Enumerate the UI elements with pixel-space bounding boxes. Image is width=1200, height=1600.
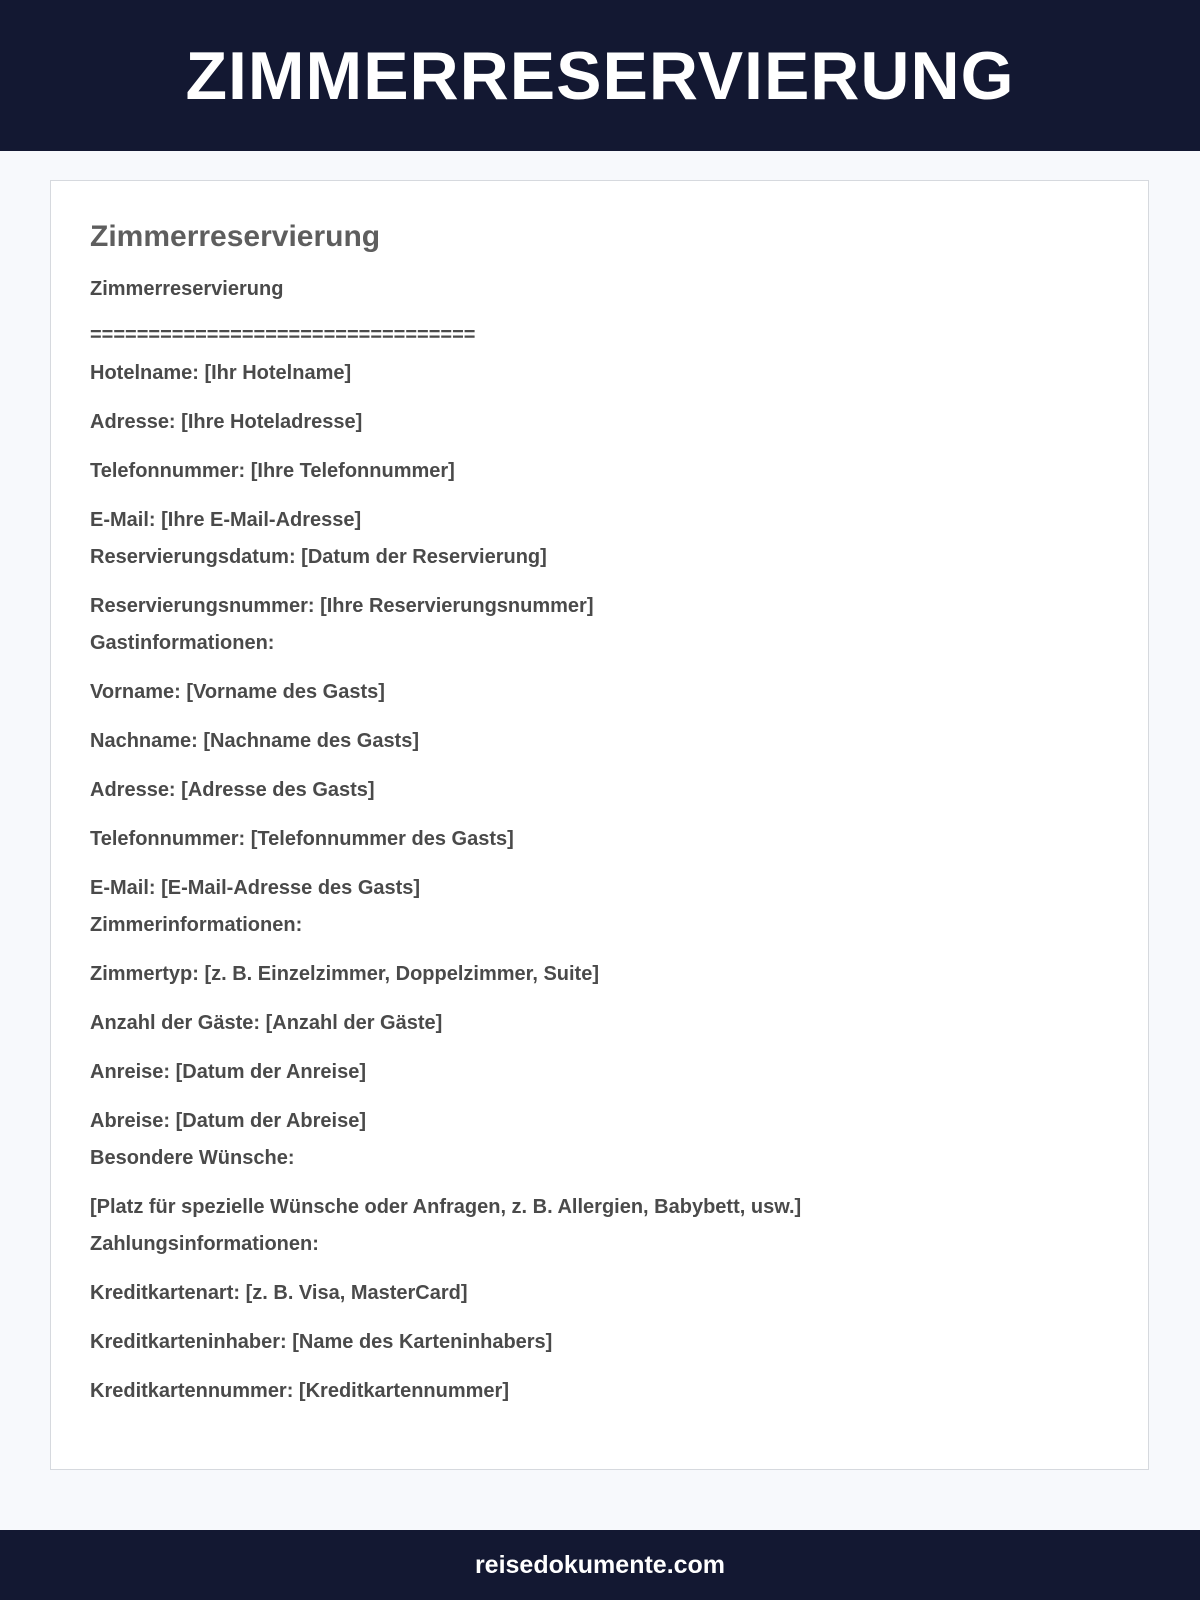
site-title: ZIMMERRESERVIERUNG xyxy=(185,37,1015,114)
document-card xyxy=(50,180,1149,1470)
arrival-line: Anreise: [Datum der Anreise] xyxy=(90,1061,366,1083)
section-room-info: Zimmerinformationen: xyxy=(90,914,303,936)
hotel-address-line: Adresse: [Ihre Hoteladresse] xyxy=(90,411,363,433)
footer-site-name: reisedokumente.com xyxy=(474,1550,726,1579)
card-number-line: Kreditkartennummer: [Kreditkartennummer] xyxy=(90,1380,509,1402)
room-type-line: Zimmertyp: [z. B. Einzelzimmer, Doppelzimmer, Suite] xyxy=(90,963,599,985)
document-heading-line: Zimmerreservierung xyxy=(90,278,284,300)
reservation-date-line: Reservierungsdatum: [Datum der Reservierung] xyxy=(90,546,547,568)
special-requests-line: [Platz für spezielle Wünsche oder Anfragen, z. B. Allergien, Babybett, usw.] xyxy=(90,1196,802,1218)
site-header xyxy=(0,0,1200,151)
site-footer xyxy=(0,1530,1200,1600)
guest-last-name-line: Nachname: [Nachname des Gasts] xyxy=(90,730,420,752)
hotel-name-line: Hotelname: [Ihr Hotelname] xyxy=(90,362,352,384)
hotel-phone-line: Telefonnummer: [Ihre Telefonnummer] xyxy=(90,460,455,482)
guest-address-line: Adresse: [Adresse des Gasts] xyxy=(90,779,375,801)
separator-line: ================================= xyxy=(90,324,476,346)
card-type-line: Kreditkartenart: [z. B. Visa, MasterCard] xyxy=(90,1282,468,1304)
hotel-email-line: E-Mail: [Ihre E-Mail-Adresse] xyxy=(90,509,362,531)
section-payment-info: Zahlungsinformationen: xyxy=(90,1233,319,1255)
document-title: Zimmerreservierung xyxy=(90,220,381,253)
section-special-requests: Besondere Wünsche: xyxy=(90,1147,295,1169)
guest-first-name-line: Vorname: [Vorname des Gasts] xyxy=(90,681,385,703)
reservation-number-line: Reservierungsnummer: [Ihre Reservierungsnummer] xyxy=(90,595,594,617)
guest-email-line: E-Mail: [E-Mail-Adresse des Gasts] xyxy=(90,877,421,899)
card-holder-line: Kreditkarteninhaber: [Name des Karteninhabers] xyxy=(90,1331,553,1353)
guest-count-line: Anzahl der Gäste: [Anzahl der Gäste] xyxy=(90,1012,443,1034)
departure-line: Abreise: [Datum der Abreise] xyxy=(90,1110,366,1132)
section-guest-info: Gastinformationen: xyxy=(90,632,275,654)
guest-phone-line: Telefonnummer: [Telefonnummer des Gasts] xyxy=(90,828,514,850)
